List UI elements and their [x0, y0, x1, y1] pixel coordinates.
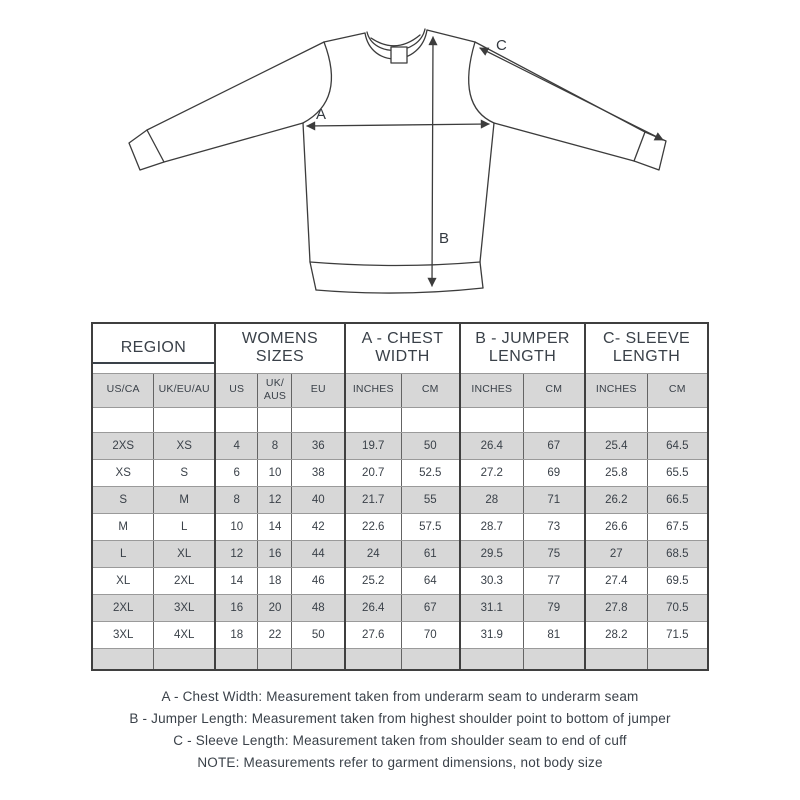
- empty-cell: [647, 407, 708, 432]
- table-cell: 27.4: [585, 567, 647, 594]
- subheader-inches: INCHES: [460, 373, 523, 407]
- table-cell: 20.7: [345, 459, 401, 486]
- group-header-a-chest-width: [345, 323, 460, 373]
- table-cell: 25.4: [585, 432, 647, 459]
- table-cell: 67: [523, 432, 585, 459]
- table-cell: 16: [215, 594, 258, 621]
- table-cell: 71.5: [647, 621, 708, 648]
- table-cell: 75: [523, 540, 585, 567]
- table-cell: 25.8: [585, 459, 647, 486]
- table-cell: 28: [460, 486, 523, 513]
- empty-cell: [460, 648, 523, 670]
- note-chest-width: A - Chest Width: Measurement taken from underarm seam to underarm seam: [161, 689, 639, 704]
- right-armhole-seam: [469, 42, 494, 123]
- subheader-cm: CM: [647, 373, 708, 407]
- subheader-us-ca: US/CA: [92, 373, 154, 407]
- table-cell: 2XL: [92, 594, 154, 621]
- table-cell: 48: [292, 594, 345, 621]
- empty-cell: [258, 648, 292, 670]
- table-cell: 27.6: [345, 621, 401, 648]
- table-cell: 27.2: [460, 459, 523, 486]
- empty-cell: [345, 648, 401, 670]
- table-cell: 77: [523, 567, 585, 594]
- chest-width-arrow: [307, 124, 489, 126]
- subheader-inches: INCHES: [585, 373, 647, 407]
- group-header-label: REGION: [93, 327, 214, 363]
- table-cell: 44: [292, 540, 345, 567]
- label-b: B: [439, 230, 450, 247]
- subheader-cm: CM: [523, 373, 585, 407]
- table-cell: 31.1: [460, 594, 523, 621]
- table-row-s: [92, 486, 708, 513]
- subheader-eu: EU: [292, 373, 345, 407]
- group-header-c-sleeve-length: [585, 323, 708, 373]
- group-header-region: [92, 323, 215, 373]
- empty-cell: [292, 407, 345, 432]
- table-cell: 10: [215, 513, 258, 540]
- table-cell: 68.5: [647, 540, 708, 567]
- hem-band-top: [310, 262, 480, 266]
- table-cell: 69: [523, 459, 585, 486]
- table-row-2xl: [92, 594, 708, 621]
- empty-cell: [523, 407, 585, 432]
- table-cell: 73: [523, 513, 585, 540]
- label-c: C: [496, 37, 507, 54]
- table-cell: 14: [258, 513, 292, 540]
- subheader-uk-aus: UK/ AUS: [258, 373, 292, 407]
- table-row-m: [92, 513, 708, 540]
- table-cell: 31.9: [460, 621, 523, 648]
- subheader-us: US: [215, 373, 258, 407]
- table-cell: 65.5: [647, 459, 708, 486]
- table-cell: 19.7: [345, 432, 401, 459]
- table-cell: 71: [523, 486, 585, 513]
- empty-cell: [215, 407, 258, 432]
- table-cell: 14: [215, 567, 258, 594]
- body-left-edge: [303, 123, 310, 262]
- hem-band-sides: [310, 262, 483, 290]
- table-cell: 42: [292, 513, 345, 540]
- table-cell: 27.8: [585, 594, 647, 621]
- table-cell: 67.5: [647, 513, 708, 540]
- empty-cell: [460, 407, 523, 432]
- table-cell: 8: [258, 432, 292, 459]
- note-jumper-length: B - Jumper Length: Measurement taken from highest shoulder point to bottom of jumper: [129, 711, 671, 726]
- table-cell: 21.7: [345, 486, 401, 513]
- empty-cell: [154, 648, 215, 670]
- group-header-label: C- SLEEVE LENGTH: [602, 329, 691, 366]
- empty-cell: [258, 407, 292, 432]
- table-cell: 8: [215, 486, 258, 513]
- table-cell: L: [154, 513, 215, 540]
- table-cell: 28.2: [585, 621, 647, 648]
- table-cell: 10: [258, 459, 292, 486]
- table-cell: XL: [154, 540, 215, 567]
- left-cuff-seam: [147, 130, 164, 162]
- table-cell: XS: [154, 432, 215, 459]
- table-cell: 22.6: [345, 513, 401, 540]
- table-cell: 16: [258, 540, 292, 567]
- measurement-notes: [0, 686, 800, 774]
- table-cell: 50: [401, 432, 460, 459]
- table-row-3xl: [92, 621, 708, 648]
- group-header-label: B - JUMPER LENGTH: [475, 329, 570, 366]
- empty-cell: [292, 648, 345, 670]
- size-chart-table: [91, 322, 709, 671]
- table-cell: S: [154, 459, 215, 486]
- group-header-label: A - CHEST WIDTH: [361, 329, 444, 366]
- table-cell: 40: [292, 486, 345, 513]
- subheader-uk-eu-au: UK/EU/AU: [154, 373, 215, 407]
- table-cell: 3XL: [92, 621, 154, 648]
- right-shoulder-line: [427, 30, 475, 42]
- subheader-inches: INCHES: [345, 373, 401, 407]
- empty-cell: [585, 648, 647, 670]
- table-cell: 36: [292, 432, 345, 459]
- table-cell: 66.5: [647, 486, 708, 513]
- table-cell: 18: [215, 621, 258, 648]
- table-cell: S: [92, 486, 154, 513]
- table-cell: XL: [92, 567, 154, 594]
- label-a: A: [316, 106, 327, 123]
- table-cell: 2XS: [92, 432, 154, 459]
- jumper-diagram: [0, 0, 800, 318]
- empty-cell: [154, 407, 215, 432]
- size-table-body: [92, 407, 708, 670]
- jumper-length-arrow: [432, 37, 433, 286]
- back-collar-curve: [371, 35, 420, 46]
- jumper-diagram-svg: [0, 0, 800, 318]
- table-cell: L: [92, 540, 154, 567]
- subheader-cm: CM: [401, 373, 460, 407]
- table-cell: 24: [345, 540, 401, 567]
- table-cell: M: [154, 486, 215, 513]
- neck-label-tag: [391, 47, 407, 63]
- table-cell: 46: [292, 567, 345, 594]
- table-cell: 12: [258, 486, 292, 513]
- empty-cell: [523, 648, 585, 670]
- empty-cell: [401, 407, 460, 432]
- body-right-edge: [480, 123, 494, 262]
- table-cell: 52.5: [401, 459, 460, 486]
- table-cell: 67: [401, 594, 460, 621]
- empty-cell: [401, 648, 460, 670]
- table-cell: 64.5: [647, 432, 708, 459]
- empty-cell: [345, 407, 401, 432]
- table-cell: 27: [585, 540, 647, 567]
- table-cell: 64: [401, 567, 460, 594]
- table-cell: 3XL: [154, 594, 215, 621]
- table-cell: 28.7: [460, 513, 523, 540]
- table-cell: 29.5: [460, 540, 523, 567]
- table-cell: 38: [292, 459, 345, 486]
- group-header-b-jumper-length: [460, 323, 585, 373]
- spacer-row-bottom: [92, 648, 708, 670]
- table-cell: 26.6: [585, 513, 647, 540]
- group-header-womens-sizes: [215, 323, 345, 373]
- table-cell: 69.5: [647, 567, 708, 594]
- table-cell: 22: [258, 621, 292, 648]
- spacer-row-top: [92, 407, 708, 432]
- table-cell: 2XL: [154, 567, 215, 594]
- table-row-xl: [92, 567, 708, 594]
- table-cell: 79: [523, 594, 585, 621]
- size-table-head: [92, 323, 708, 407]
- note-sleeve-length: C - Sleeve Length: Measurement taken from shoulder seam to end of cuff: [173, 733, 627, 748]
- table-cell: XS: [92, 459, 154, 486]
- table-cell: 81: [523, 621, 585, 648]
- empty-cell: [647, 648, 708, 670]
- table-row-xs: [92, 459, 708, 486]
- empty-cell: [585, 407, 647, 432]
- table-row-l: [92, 540, 708, 567]
- table-cell: 4: [215, 432, 258, 459]
- table-cell: 12: [215, 540, 258, 567]
- group-header-label: WOMENS SIZES: [241, 329, 319, 366]
- table-cell: 26.2: [585, 486, 647, 513]
- table-cell: 30.3: [460, 567, 523, 594]
- right-cuff-seam: [634, 132, 645, 161]
- table-cell: 26.4: [460, 432, 523, 459]
- table-cell: 57.5: [401, 513, 460, 540]
- empty-cell: [92, 407, 154, 432]
- left-shoulder-line: [324, 33, 365, 42]
- table-cell: 26.4: [345, 594, 401, 621]
- table-cell: 4XL: [154, 621, 215, 648]
- table-cell: 50: [292, 621, 345, 648]
- empty-cell: [92, 648, 154, 670]
- table-cell: 20: [258, 594, 292, 621]
- table-cell: 70: [401, 621, 460, 648]
- table-cell: 25.2: [345, 567, 401, 594]
- note-garment-dimensions: NOTE: Measurements refer to garment dimensions, not body size: [197, 755, 603, 770]
- subheader-row: [92, 373, 708, 407]
- table-row-2xs: [92, 432, 708, 459]
- table-cell: 61: [401, 540, 460, 567]
- table-cell: M: [92, 513, 154, 540]
- empty-cell: [215, 648, 258, 670]
- table-cell: 6: [215, 459, 258, 486]
- hem-band-bottom: [316, 288, 483, 293]
- table-cell: 55: [401, 486, 460, 513]
- table-cell: 70.5: [647, 594, 708, 621]
- group-header-row: [92, 323, 708, 373]
- table-cell: 18: [258, 567, 292, 594]
